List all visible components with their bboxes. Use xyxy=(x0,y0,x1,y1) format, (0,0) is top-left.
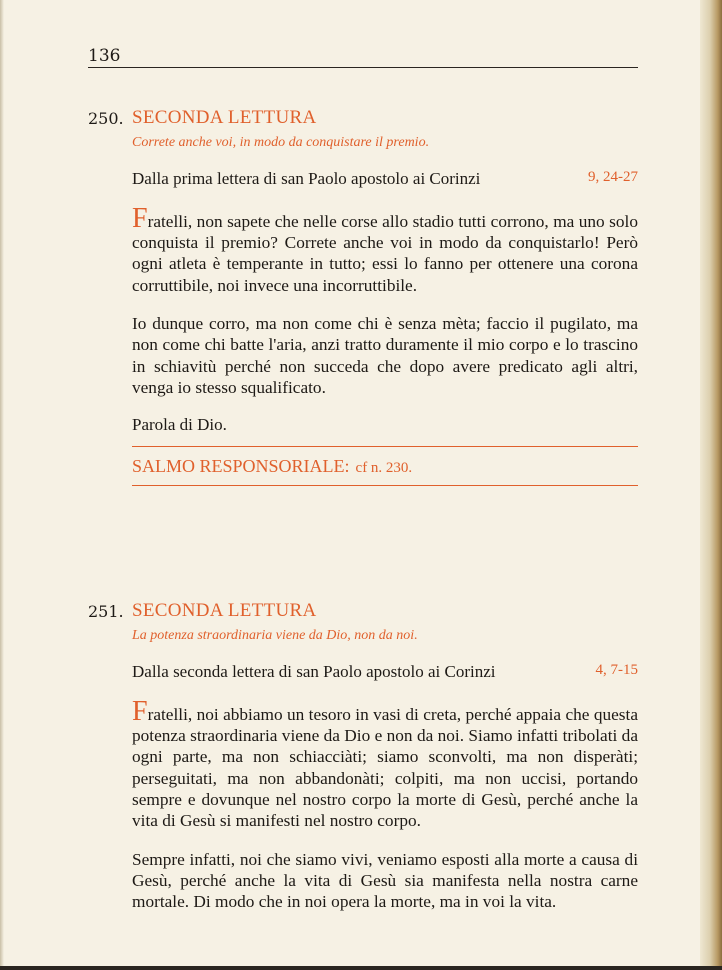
reading-source xyxy=(132,169,638,191)
psalm-label-text: SALMO RESPONSORIALE: xyxy=(132,456,350,476)
drop-cap: F xyxy=(132,696,148,727)
reading-paragraph xyxy=(132,313,638,398)
drop-cap: F xyxy=(132,203,148,234)
page-left-edge xyxy=(0,0,4,970)
reading-paragraph xyxy=(132,696,638,831)
psalm-reference: cf n. 230. xyxy=(355,460,413,476)
paragraph-text: Sempre infatti, noi che siamo vivi, veniamo esposti alla morte a causa di Gesù, perché anche la vita di Gesù sia manifesta nella nostra carne mortale. Di modo che in noi opera la morte, ma in voi la vita. xyxy=(132,849,638,911)
source-text: Dalla seconda lettera di san Paolo apostolo ai Corinzi xyxy=(132,662,496,681)
reading-paragraph xyxy=(132,203,638,296)
paragraph-text: Io dunque corro, ma non come chi è senza mèta; faccio il pugilato, ma non come chi batte l'aria, anzi tratto duramente il mio corpo e lo trascino in schiavitù perché non succeda che dopo avere predicato agli altri, venga io stesso squalificato. xyxy=(132,314,638,397)
section-title: SECONDA LETTURA xyxy=(132,600,317,621)
psalm-label xyxy=(132,456,412,477)
page-number: 136 xyxy=(88,46,121,66)
page-bottom-edge xyxy=(0,966,722,970)
paragraph-text: ratelli, non sapete che nelle corse allo stadio tutti corrono, ma uno solo conquista il premio? Correte anche voi in modo da conquistarlo! Però ogni atleta è temperante in tutto; essi lo fanno per ottenere una corona corruttibile, noi invece una incorruttibile. xyxy=(132,212,638,295)
section-heading xyxy=(88,600,638,624)
page-right-edge xyxy=(700,0,722,970)
section-subtitle: Correte anche voi, in modo da conquistare il premio. xyxy=(132,135,430,150)
reading-paragraph xyxy=(132,849,638,913)
reading-closing: Parola di Dio. xyxy=(132,415,227,435)
section-heading xyxy=(88,107,638,131)
reading-section-251 xyxy=(88,600,638,929)
source-text: Dalla prima lettera di san Paolo apostolo ai Corinzi xyxy=(132,169,481,188)
section-title: SECONDA LETTURA xyxy=(132,107,317,128)
psalm-box xyxy=(132,446,638,486)
source-reference: 9, 24-27 xyxy=(588,169,638,185)
reading-section-250 xyxy=(88,107,638,435)
section-subtitle: La potenza straordinaria viene da Dio, non da noi. xyxy=(132,628,418,643)
section-number: 251. xyxy=(88,602,124,621)
paragraph-text: ratelli, noi abbiamo un tesoro in vasi di creta, perché appaia che questa potenza straordinaria viene da Dio e non da noi. Siamo infatti tribolati da ogni parte, ma non schiacciàti; siamo sconvolti, ma non disperàti; perseguitati, ma non abbandonàti; colpiti, ma non uccisi, portando sempre e dovunque nel nostro corpo la morte di Gesù, perché anche la vita di Gesù si manifesti nel nostro corpo. xyxy=(132,705,638,831)
source-reference: 4, 7-15 xyxy=(595,662,638,678)
section-number: 250. xyxy=(88,109,124,128)
reading-source xyxy=(132,662,638,684)
header-rule xyxy=(88,67,638,68)
